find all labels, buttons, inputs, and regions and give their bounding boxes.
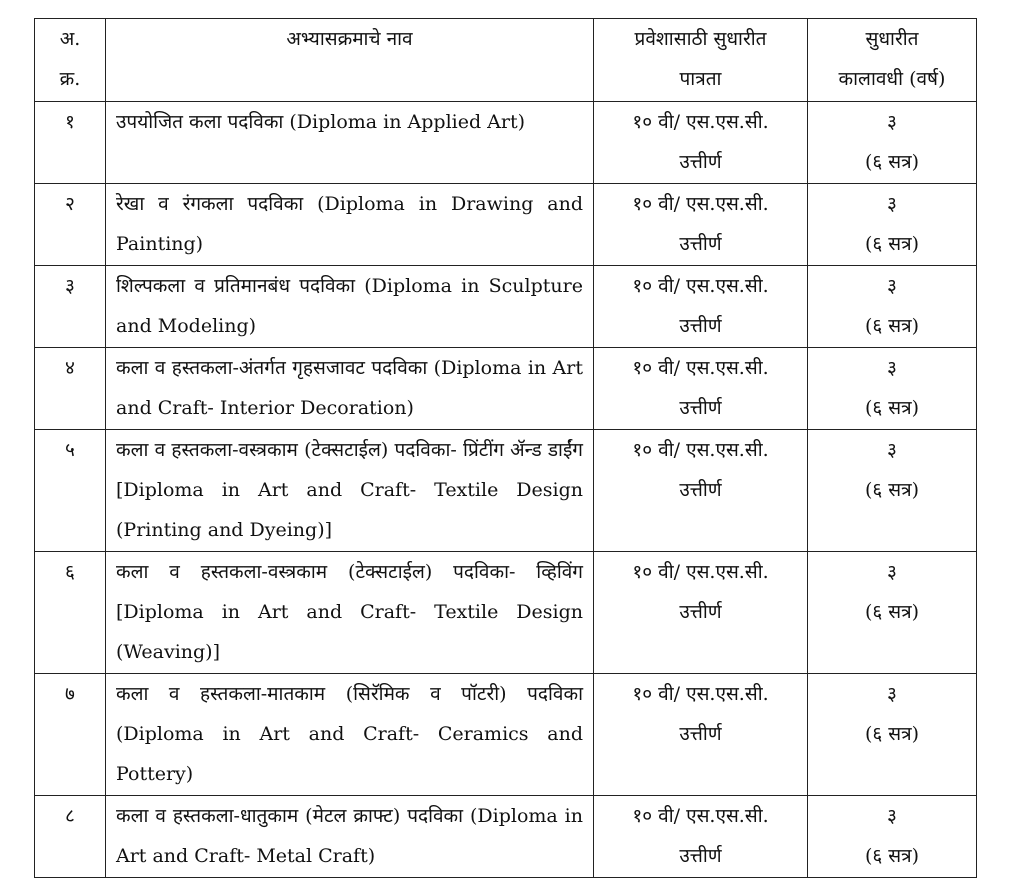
duration-semesters: (६ सत्र) <box>864 601 920 623</box>
row-duration <box>808 184 977 266</box>
header-duration <box>808 19 977 102</box>
eligibility-line-1: १० वी/ एस.एस.सी. <box>632 439 769 461</box>
table-row <box>35 102 977 184</box>
row-duration <box>808 348 977 430</box>
eligibility-line-2: उत्तीर्ण <box>679 233 722 255</box>
eligibility-line-1: १० वी/ एस.एस.सी. <box>632 193 769 215</box>
eligibility-line-1: १० वी/ एस.एस.सी. <box>632 683 769 705</box>
row-course-name: शिल्पकला व प्रतिमानबंध पदविका (Diploma in Sculpture and Modeling) <box>106 266 594 348</box>
duration-semesters: (६ सत्र) <box>864 723 920 745</box>
row-eligibility <box>594 102 808 184</box>
duration-years: ३ <box>887 805 897 827</box>
duration-years: ३ <box>887 439 897 461</box>
table-header <box>35 19 977 102</box>
row-eligibility <box>594 430 808 552</box>
duration-semesters: (६ सत्र) <box>864 315 920 337</box>
eligibility-line-1: १० वी/ एस.एस.सी. <box>632 275 769 297</box>
header-eligibility-line-1: प्रवेशासाठी सुधारीत <box>634 28 767 50</box>
header-course-name <box>106 19 594 102</box>
row-course-name: कला व हस्तकला-वस्त्रकाम (टेक्सटाईल) पदविका- प्रिंटींग ॲन्ड डाईंग [Diploma in Art and Craft- Textile Design (Printing and Dyeing)] <box>106 430 594 552</box>
header-duration-line-1: सुधारीत <box>865 28 919 50</box>
table-row <box>35 796 977 878</box>
duration-semesters: (६ सत्र) <box>864 151 920 173</box>
row-sr-no: ८ <box>35 796 106 878</box>
eligibility-line-2: उत्तीर्ण <box>679 723 722 745</box>
duration-semesters: (६ सत्र) <box>864 845 920 867</box>
duration-semesters: (६ सत्र) <box>864 397 920 419</box>
eligibility-line-2: उत्तीर्ण <box>679 601 722 623</box>
row-course-name: रेखा व रंगकला पदविका (Diploma in Drawing and Painting) <box>106 184 594 266</box>
table-row <box>35 266 977 348</box>
duration-years: ३ <box>887 561 897 583</box>
row-sr-no: ६ <box>35 552 106 674</box>
row-sr-no: १ <box>35 102 106 184</box>
duration-years: ३ <box>887 275 897 297</box>
row-course-name: कला व हस्तकला-मातकाम (सिरॅमिक व पॉटरी) पदविका (Diploma in Art and Craft- Ceramics and Pottery) <box>106 674 594 796</box>
duration-years: ३ <box>887 193 897 215</box>
row-duration <box>808 102 977 184</box>
row-duration <box>808 552 977 674</box>
duration-years: ३ <box>887 357 897 379</box>
row-sr-no: ७ <box>35 674 106 796</box>
row-course-name: कला व हस्तकला-अंतर्गत गृहसजावट पदविका (Diploma in Art and Craft- Interior Decoration) <box>106 348 594 430</box>
header-course-name-text: अभ्यासक्रमाचे नाव <box>286 28 413 50</box>
row-course-name: कला व हस्तकला-धातुकाम (मेटल क्राफ्ट) पदविका (Diploma in Art and Craft- Metal Craft) <box>106 796 594 878</box>
table-row <box>35 552 977 674</box>
header-sr-no <box>35 19 106 102</box>
row-sr-no: २ <box>35 184 106 266</box>
row-eligibility <box>594 184 808 266</box>
eligibility-line-1: १० वी/ एस.एस.सी. <box>632 357 769 379</box>
row-eligibility <box>594 348 808 430</box>
eligibility-line-2: उत्तीर्ण <box>679 315 722 337</box>
table-body <box>35 102 977 878</box>
row-eligibility <box>594 266 808 348</box>
eligibility-line-2: उत्तीर्ण <box>679 479 722 501</box>
table-row <box>35 184 977 266</box>
eligibility-line-2: उत्तीर्ण <box>679 397 722 419</box>
row-eligibility <box>594 796 808 878</box>
row-eligibility <box>594 552 808 674</box>
row-duration <box>808 430 977 552</box>
row-course-name: कला व हस्तकला-वस्त्रकाम (टेक्सटाईल) पदविका- व्हिविंग [Diploma in Art and Craft- Textile Design (Weaving)] <box>106 552 594 674</box>
row-sr-no: ५ <box>35 430 106 552</box>
header-sr-no-line-2: क्र. <box>59 68 81 90</box>
row-sr-no: ३ <box>35 266 106 348</box>
course-table <box>34 18 977 878</box>
eligibility-line-1: १० वी/ एस.एस.सी. <box>632 561 769 583</box>
row-eligibility <box>594 674 808 796</box>
duration-years: ३ <box>887 111 897 133</box>
row-sr-no: ४ <box>35 348 106 430</box>
header-sr-no-line-1: अ. <box>59 28 81 50</box>
eligibility-line-1: १० वी/ एस.एस.सी. <box>632 805 769 827</box>
row-duration <box>808 266 977 348</box>
header-eligibility <box>594 19 808 102</box>
duration-years: ३ <box>887 683 897 705</box>
duration-semesters: (६ सत्र) <box>864 233 920 255</box>
row-duration <box>808 674 977 796</box>
table-row <box>35 348 977 430</box>
table-row <box>35 674 977 796</box>
header-row <box>35 19 977 102</box>
row-course-name: उपयोजित कला पदविका (Diploma in Applied Art) <box>106 102 594 184</box>
duration-semesters: (६ सत्र) <box>864 479 920 501</box>
eligibility-line-2: उत्तीर्ण <box>679 845 722 867</box>
row-duration <box>808 796 977 878</box>
header-eligibility-line-2: पात्रता <box>679 68 722 90</box>
header-duration-line-2: कालावधी (वर्ष) <box>838 68 946 90</box>
eligibility-line-2: उत्तीर्ण <box>679 151 722 173</box>
eligibility-line-1: १० वी/ एस.एस.सी. <box>632 111 769 133</box>
table-row <box>35 430 977 552</box>
